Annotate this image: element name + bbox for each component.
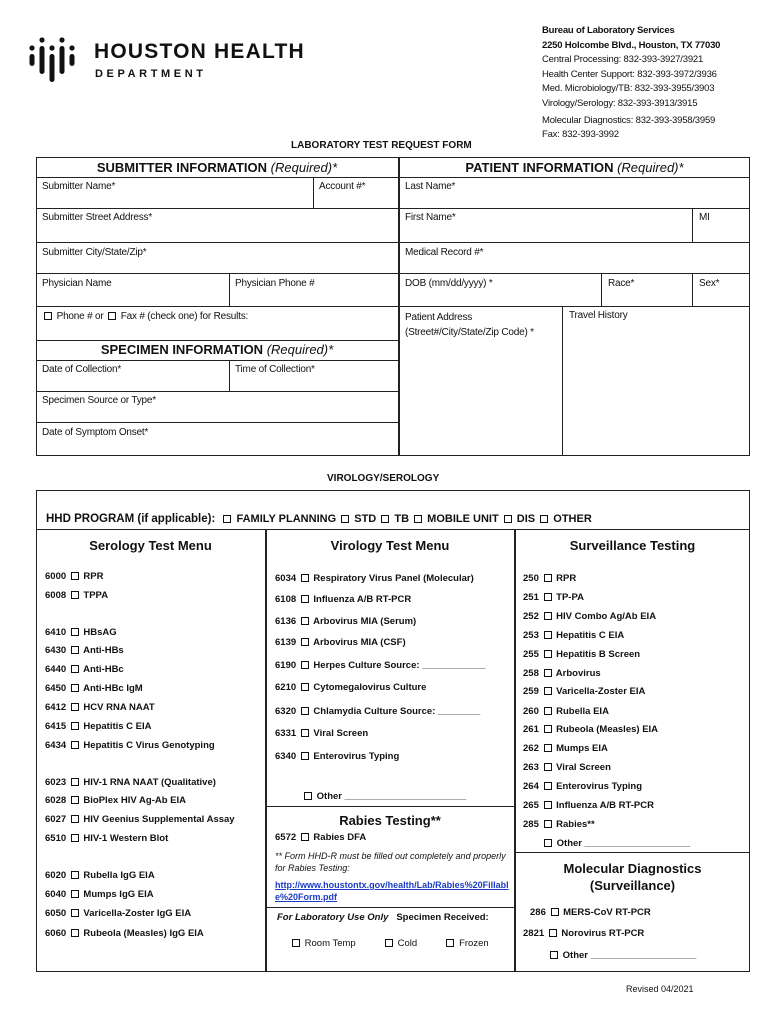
checkbox-icon[interactable] (71, 628, 79, 636)
molecular-item[interactable]: 2821 Norovirus RT-PCR (523, 928, 645, 939)
surveillance-title: Surveillance Testing (569, 538, 696, 553)
specimen-title: SPECIMEN INFORMATION (Required)* (100, 342, 334, 357)
submitter-city-field[interactable]: Submitter City/State/Zip* (42, 247, 147, 258)
temp-label: Cold (397, 938, 418, 949)
serology-item[interactable]: 6412 HCV RNA NAAT (45, 702, 155, 713)
serology-item[interactable]: 6023 HIV-1 RNA NAAT (Qualitative) (45, 777, 216, 788)
virology-item[interactable]: 6320 Chlamydia Culture Source: ________ (275, 706, 481, 717)
checkbox-icon[interactable] (544, 782, 552, 790)
surveillance-item[interactable]: 265 Influenza A/B RT-PCR (523, 800, 654, 811)
program-checkbox[interactable] (381, 515, 389, 523)
checkbox-icon[interactable] (544, 744, 552, 752)
checkbox-icon[interactable] (544, 763, 552, 771)
checkbox-icon[interactable] (544, 839, 552, 847)
checkbox-icon[interactable] (549, 929, 557, 937)
collection-time-field[interactable]: Time of Collection* (235, 364, 315, 375)
molecular-title-line: (Surveillance) (589, 878, 676, 893)
checkbox-icon[interactable] (71, 665, 79, 673)
checkbox-icon[interactable] (301, 661, 309, 669)
checkbox-icon[interactable] (71, 722, 79, 730)
surveillance-item[interactable]: 259 Varicella-Zoster EIA (523, 686, 646, 697)
program-checkbox[interactable] (341, 515, 349, 523)
bureau-name: Bureau of Laboratory Services (542, 25, 675, 36)
virology-item[interactable]: 6108 Influenza A/B RT-PCR (275, 594, 412, 605)
patient-address-field[interactable] (405, 310, 534, 340)
bureau-line: Molecular Diagnostics: 832-393-3958/3959 (542, 114, 716, 126)
address-sublabel: (Street#/City/State/Zip Code) * (405, 327, 534, 338)
checkbox-icon[interactable] (301, 617, 309, 625)
checkbox-icon[interactable] (544, 687, 552, 695)
virology-item[interactable]: 6190 Herpes Culture Source: ____________ (275, 660, 486, 671)
checkbox-icon[interactable] (71, 909, 79, 917)
program-option: DIS (516, 513, 536, 525)
surveillance-item[interactable]: 258 Arbovirus (523, 668, 601, 679)
virology-item[interactable]: 6331 Viral Screen (275, 728, 369, 739)
serology-item[interactable]: 6430 Anti-HBs (45, 645, 124, 656)
form-title: LABORATORY TEST REQUEST FORM (291, 140, 472, 151)
program-label: HHD PROGRAM (if applicable): (46, 513, 216, 525)
virology-other[interactable]: Other _______________________ (302, 791, 466, 802)
checkbox-icon[interactable] (301, 638, 309, 646)
program-checkbox[interactable] (414, 515, 422, 523)
checkbox-icon[interactable] (71, 778, 79, 786)
virology-item[interactable]: 6139 Arbovirus MIA (CSF) (275, 637, 406, 648)
virology-title: Virology Test Menu (330, 538, 450, 553)
address-label: Patient Address (405, 312, 473, 323)
checkbox-icon[interactable] (544, 631, 552, 639)
surveillance-item[interactable]: 251 TP-PA (523, 592, 584, 603)
surveillance-item[interactable]: 264 Enterovirus Typing (523, 781, 643, 792)
checkbox-icon[interactable] (301, 752, 309, 760)
surveillance-item[interactable]: 253 Hepatitis C EIA (523, 630, 625, 641)
travel-history-field[interactable]: Travel History (569, 310, 628, 321)
serology-item[interactable]: 6000 RPR (45, 571, 104, 582)
submitter-street-field[interactable]: Submitter Street Address* (42, 212, 153, 223)
surveillance-item[interactable]: 263 Viral Screen (523, 762, 611, 773)
checkbox-icon[interactable] (71, 871, 79, 879)
checkbox-icon[interactable] (544, 650, 552, 658)
virology-item[interactable]: 6136 Arbovirus MIA (Serum) (275, 616, 417, 627)
checkbox-icon[interactable] (71, 684, 79, 692)
logo-icon (26, 36, 78, 86)
checkbox-icon[interactable] (304, 792, 312, 800)
checkbox-icon[interactable] (544, 725, 552, 733)
rabies-note: ** Form HHD-R must be filled out completely and properly for Rabies Testing: (275, 851, 506, 873)
symptom-onset-field[interactable]: Date of Symptom Onset* (42, 427, 149, 438)
checkbox-icon[interactable] (301, 595, 309, 603)
serology-item[interactable]: 6510 HIV-1 Western Blot (45, 833, 169, 844)
physician-name-field[interactable]: Physician Name (42, 278, 112, 289)
bureau-line: Fax: 832-393-3992 (542, 129, 619, 141)
checkbox-icon[interactable] (544, 612, 552, 620)
molecular-other[interactable]: Other ____________________ (548, 950, 696, 961)
surveillance-item[interactable]: 262 Mumps EIA (523, 743, 608, 754)
rabies-title: Rabies Testing** (339, 813, 441, 828)
collection-date-field[interactable]: Date of Collection* (42, 364, 122, 375)
phone-label: Phone # or (56, 311, 104, 322)
medical-record-field[interactable]: Medical Record #* (405, 247, 484, 258)
program-checkbox[interactable] (223, 515, 231, 523)
serology-item[interactable]: 6440 Anti-HBc (45, 664, 124, 675)
submitter-title: SUBMITTER INFORMATION (Required)* (96, 160, 338, 175)
checkbox-icon[interactable] (544, 801, 552, 809)
bureau-line: Central Processing: 832-393-3927/3921 (542, 54, 704, 66)
molecular-title-line: Molecular Diagnostics (563, 861, 702, 876)
patient-title: PATIENT INFORMATION (Required)* (465, 160, 684, 175)
temp-label: Frozen (459, 938, 489, 949)
logo (26, 36, 326, 88)
program-option: OTHER (553, 513, 592, 525)
molecular-item[interactable]: 286 MERS-CoV RT-PCR (530, 907, 651, 918)
program-checkbox[interactable] (540, 515, 548, 523)
mi-field[interactable]: MI (699, 212, 710, 223)
serology-item[interactable]: 6020 Rubella IgG EIA (45, 870, 155, 881)
bureau-line: Med. Microbiology/TB: 832-393-3955/3903 (542, 83, 715, 95)
checkbox-icon[interactable] (544, 669, 552, 677)
checkbox-icon[interactable] (551, 908, 559, 916)
checkbox-icon[interactable] (71, 929, 79, 937)
specimen-received-label: Specimen Received: (396, 912, 489, 923)
checkbox-icon[interactable] (71, 703, 79, 711)
rabies-form-link[interactable]: http://www.houstontx.gov/health/Lab/Rabies%20Fillable%20Form.pdf (275, 880, 509, 902)
virology-item[interactable]: 6034 Respiratory Virus Panel (Molecular) (275, 573, 474, 584)
serology-item[interactable]: 6410 HBsAG (45, 627, 117, 638)
lab-use-label: For Laboratory Use Only (277, 912, 389, 923)
dob-field[interactable]: DOB (mm/dd/yyyy) * (405, 278, 493, 289)
room-temp-checkbox[interactable] (292, 939, 300, 947)
cold-checkbox[interactable] (385, 939, 393, 947)
logo-line1: HOUSTON HEALTH (94, 40, 305, 63)
checkbox-icon[interactable] (544, 707, 552, 715)
serology-title: Serology Test Menu (89, 538, 212, 553)
results-method (42, 311, 248, 322)
surveillance-item[interactable]: 255 Hepatitis B Screen (523, 649, 641, 660)
program-option: STD (354, 513, 377, 525)
checkbox-icon[interactable] (301, 707, 309, 715)
checkbox-icon[interactable] (71, 741, 79, 749)
checkbox-icon[interactable] (544, 574, 552, 582)
virology-item[interactable]: 6210 Cytomegalovirus Culture (275, 682, 427, 693)
first-name-field[interactable]: First Name* (405, 212, 456, 223)
surveillance-item[interactable]: 261 Rubeola (Measles) EIA (523, 724, 659, 735)
checkbox-icon[interactable] (71, 572, 79, 580)
checkbox-icon[interactable] (71, 646, 79, 654)
revision-date: Revised 04/2021 (626, 984, 694, 994)
surveillance-other[interactable]: Other ____________________ (542, 838, 690, 849)
logo-line2: DEPARTMENT (95, 68, 207, 80)
serology-item[interactable]: 6060 Rubeola (Measles) IgG EIA (45, 928, 204, 939)
program-option: TB (394, 513, 410, 525)
serology-item[interactable]: 6008 TPPA (45, 590, 109, 601)
serology-item[interactable]: 6028 BioPlex HIV Ag-Ab EIA (45, 795, 186, 806)
program-row (46, 513, 592, 525)
temp-label: Room Temp (304, 938, 356, 949)
checkbox-icon[interactable] (71, 890, 79, 898)
serology-item[interactable]: 6027 HIV Geenius Supplemental Assay (45, 814, 235, 825)
surveillance-item[interactable]: 250 RPR (523, 573, 577, 584)
submitter-name-field[interactable]: Submitter Name* (42, 181, 116, 192)
program-checkbox[interactable] (504, 515, 512, 523)
specimen-source-field[interactable]: Specimen Source or Type* (42, 395, 156, 406)
surveillance-item[interactable]: 252 HIV Combo Ag/Ab EIA (523, 611, 657, 622)
rabies-item[interactable]: 6572 Rabies DFA (275, 832, 367, 843)
serology-item[interactable]: 6450 Anti-HBc IgM (45, 683, 143, 694)
virology-item[interactable]: 6340 Enterovirus Typing (275, 751, 400, 762)
bureau-address: 2250 Holcombe Blvd., Houston, TX 77030 (542, 39, 721, 51)
virology-serology-title: VIROLOGY/SEROLOGY (327, 473, 440, 484)
checkbox-icon[interactable] (550, 951, 558, 959)
phone-checkbox[interactable] (44, 312, 52, 320)
physician-phone-field[interactable]: Physician Phone # (235, 278, 315, 289)
serology-item[interactable]: 6415 Hepatitis C EIA (45, 721, 152, 732)
checkbox-icon[interactable] (71, 834, 79, 842)
bureau-info (542, 24, 720, 143)
surveillance-item[interactable]: 260 Rubella EIA (523, 706, 609, 717)
bureau-line: Virology/Serology: 832-393-3913/3915 (542, 97, 698, 109)
fax-checkbox[interactable] (108, 312, 116, 320)
checkbox-icon[interactable] (301, 683, 309, 691)
sex-field[interactable]: Sex* (699, 278, 720, 289)
fax-label: Fax # (check one) for Results: (120, 311, 249, 322)
checkbox-icon[interactable] (71, 591, 79, 599)
checkbox-icon[interactable] (301, 729, 309, 737)
account-field[interactable]: Account #* (319, 181, 366, 192)
frozen-checkbox[interactable] (446, 939, 454, 947)
race-field[interactable]: Race* (608, 278, 635, 289)
last-name-field[interactable]: Last Name* (405, 181, 456, 192)
bureau-line: Health Center Support: 832-393-3972/3936 (542, 68, 717, 80)
checkbox-icon[interactable] (71, 815, 79, 823)
molecular-title (515, 860, 750, 894)
serology-item[interactable]: 6434 Hepatitis C Virus Genotyping (45, 740, 215, 751)
lab-use-row (277, 912, 489, 923)
temp-row (290, 938, 489, 949)
checkbox-icon[interactable] (544, 820, 552, 828)
program-option: FAMILY PLANNING (236, 513, 337, 525)
serology-item[interactable]: 6050 Varicella-Zoster IgG EIA (45, 908, 192, 919)
surveillance-item[interactable]: 285 Rabies** (523, 819, 595, 830)
checkbox-icon[interactable] (301, 833, 309, 841)
checkbox-icon[interactable] (301, 574, 309, 582)
serology-item[interactable]: 6040 Mumps IgG EIA (45, 889, 154, 900)
program-option: MOBILE UNIT (427, 513, 499, 525)
checkbox-icon[interactable] (71, 796, 79, 804)
checkbox-icon[interactable] (544, 593, 552, 601)
